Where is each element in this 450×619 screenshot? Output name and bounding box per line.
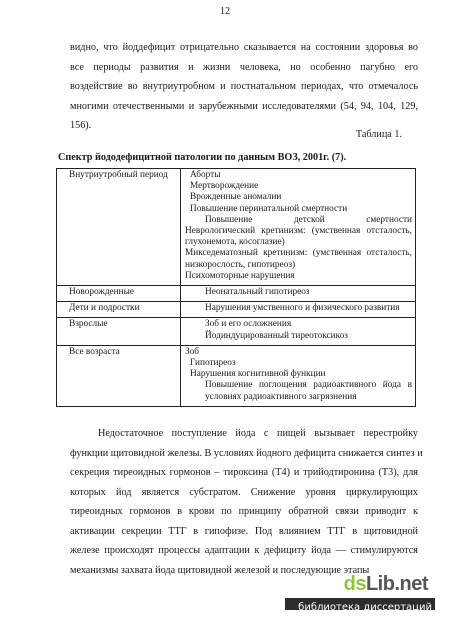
pathology-item: Повышение детской смертности <box>205 214 412 225</box>
pathology-item: Зоб <box>185 346 200 357</box>
period-cell: Внутриутробный период <box>57 169 181 286</box>
text-line: механизмы захвата йода щитовидной железой и последующие этапы <box>70 564 370 576</box>
table-row <box>57 345 416 406</box>
text-line: активации секреции ТТГ в гипофизе. Под влиянием ТТГ в щитовидной <box>70 525 418 537</box>
table-title: Спектр йододефицитной патологии по данным ВОЗ, 2001г. (7). <box>58 152 347 163</box>
text-line: тиреоидных гормонов в крови по принципу обратной связи приводит к <box>70 506 418 517</box>
pathology-item: Мертворождение <box>190 181 259 192</box>
pathology-item: Аборты <box>190 170 221 180</box>
pathology-cell <box>181 345 416 406</box>
text-line: многими отечественными и зарубежными исследователями (54, 94, 104, 129, <box>70 100 418 112</box>
table-caption: Таблица 1. <box>355 129 402 140</box>
period-cell: Все возраста <box>57 345 181 406</box>
pathology-item: Повышение перинатальной смертности <box>190 203 348 214</box>
pathology-item: Повышение поглощения радиоактивного йода в условиях радиоактивного загрязнения <box>205 380 412 402</box>
pathology-item: Врожденные аномалии <box>190 192 282 203</box>
table-row <box>57 286 416 302</box>
pathology-cell <box>181 302 416 318</box>
period-cell: Дети и подростки <box>57 302 181 318</box>
pathology-item: Психомоторные нарушения <box>185 270 295 281</box>
watermark-logo-lib: Lib.net <box>365 573 428 595</box>
text-line: Недостаточное поступление йода с пищей вызывает перестройку <box>98 428 418 439</box>
pathology-item: Нарушения когнитивной функции <box>190 369 326 380</box>
pathology-item: Неврологический кретинизм: (умственная отсталость, глухонемота, косоглазие) <box>185 226 412 248</box>
watermark-caption: библиотека диссертаций <box>298 602 432 613</box>
pathology-item: Зоб и его осложнения <box>205 319 292 330</box>
text-line: воздействие во внутриутробном и постнатальном периодах, что отмечалось <box>70 81 418 92</box>
text-line: функции щитовидной железы. В условиях йодного дефицита снижается синтез и <box>70 447 423 459</box>
table-row <box>57 302 416 318</box>
text-line: видно, что йоддефицит отрицательно сказывается на состоянии здоровья во <box>70 42 418 53</box>
watermark-logo-ds: ds <box>343 573 366 595</box>
pathology-cell <box>181 169 416 286</box>
pathology-item: Гипотиреоз <box>190 358 236 369</box>
pathology-item: Нарушения умственного и физического развития <box>205 303 400 314</box>
pathology-cell <box>181 286 416 302</box>
table-row <box>57 318 416 345</box>
pathology-spectrum-table <box>56 168 416 407</box>
table-row <box>57 169 416 286</box>
page-number: 12 <box>220 6 230 17</box>
period-cell: Новорожденные <box>57 286 181 302</box>
pathology-item: Микседематозный кретинизм: (умственная отсталость, низкорослость, гипотиреоз) <box>185 248 412 270</box>
text-line: 156). <box>70 120 92 131</box>
pathology-item: Йодиндуцированный тиреотоксикоз <box>205 330 348 341</box>
text-line: которых йод является субстратом. Снижение уровня циркулирующих <box>70 486 418 498</box>
watermark-logo <box>344 573 428 596</box>
pathology-item: Неонатальный гипотиреоз <box>205 287 310 298</box>
body-paragraph <box>70 424 423 580</box>
pathology-cell <box>181 318 416 345</box>
text-line: все периоды развития и жизни человека, но особенно пагубно его <box>70 61 418 73</box>
intro-paragraph <box>70 38 418 136</box>
period-cell: Взрослые <box>57 318 181 345</box>
text-line: железе происходят процессы адаптации к дефициту йода — стимулируются <box>70 545 418 556</box>
text-line: секреция тиреоидных гормонов – тироксина (T4) и трийодтиронина (T3), для <box>70 467 418 478</box>
